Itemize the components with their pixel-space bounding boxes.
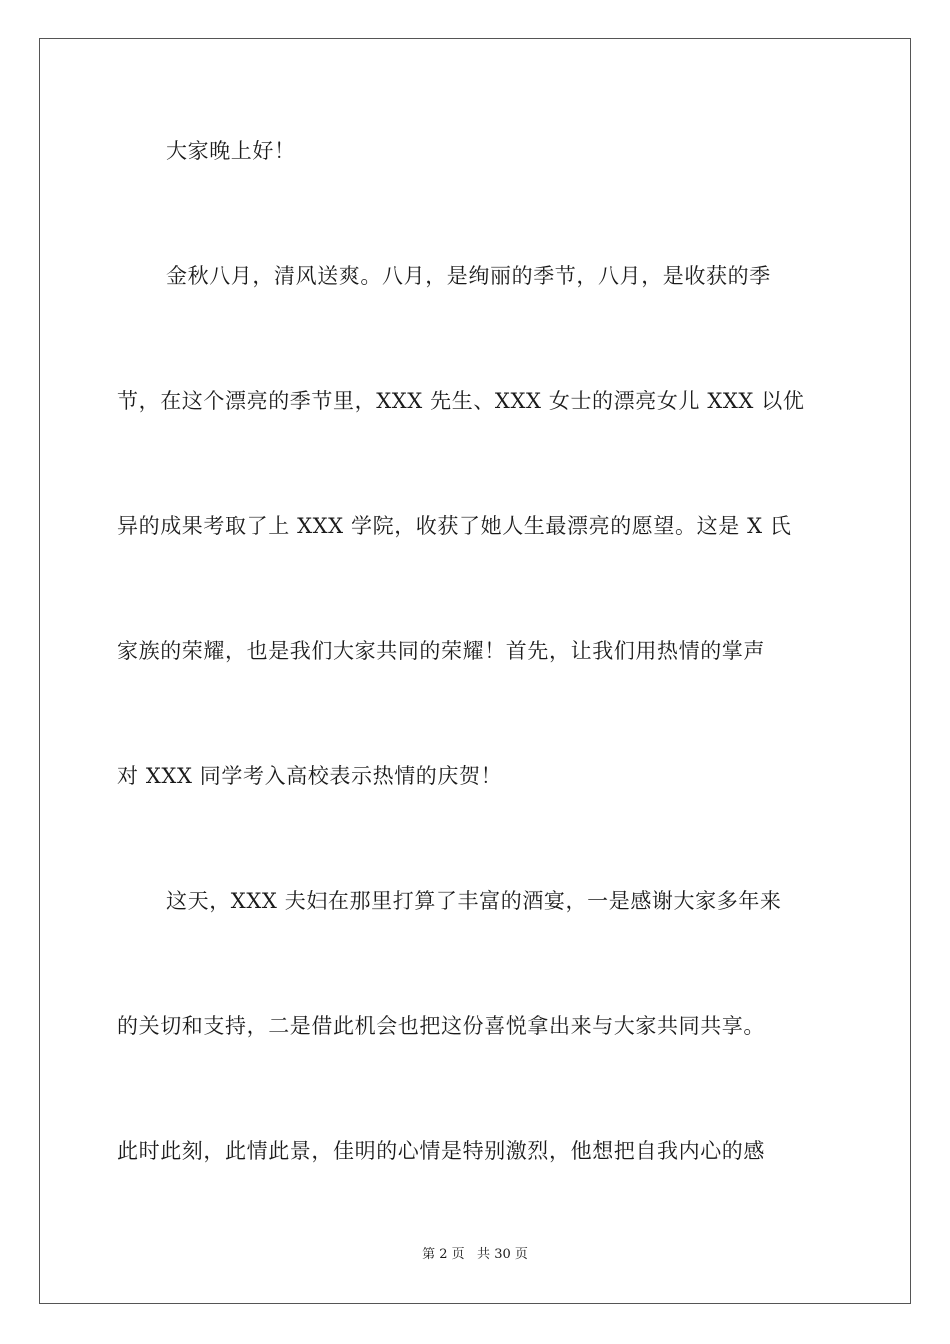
paragraph-line: 金秋八月，清风送爽。八月，是绚丽的季节，八月，是收获的季: [166, 264, 771, 288]
paragraph-line: 此时此刻，此情此景，佳明的心情是特别激烈，他想把自我内心的感: [117, 1139, 765, 1163]
paragraph-line: 家族的荣耀，也是我们大家共同的荣耀！首先，让我们用热情的掌声: [117, 639, 765, 663]
paragraph-line: 异的成果考取了上 XXX 学院，收获了她人生最漂亮的愿望。这是 X 氏: [117, 514, 792, 538]
page-border: [39, 38, 911, 1304]
paragraph-line: 对 XXX 同学考入高校表示热情的庆贺！: [117, 764, 503, 788]
paragraph-line: 的关切和支持，二是借此机会也把这份喜悦拿出来与大家共同共享。: [117, 1014, 765, 1038]
paragraph-greeting: 大家晚上好！: [166, 139, 296, 163]
page-number-footer: 第 2 页 共 30 页: [422, 1247, 528, 1262]
paragraph-line: 节，在这个漂亮的季节里，XXX 先生、XXX 女士的漂亮女儿 XXX 以优: [117, 389, 805, 413]
paragraph-line: 这天，XXX 夫妇在那里打算了丰富的酒宴，一是感谢大家多年来: [166, 889, 782, 913]
